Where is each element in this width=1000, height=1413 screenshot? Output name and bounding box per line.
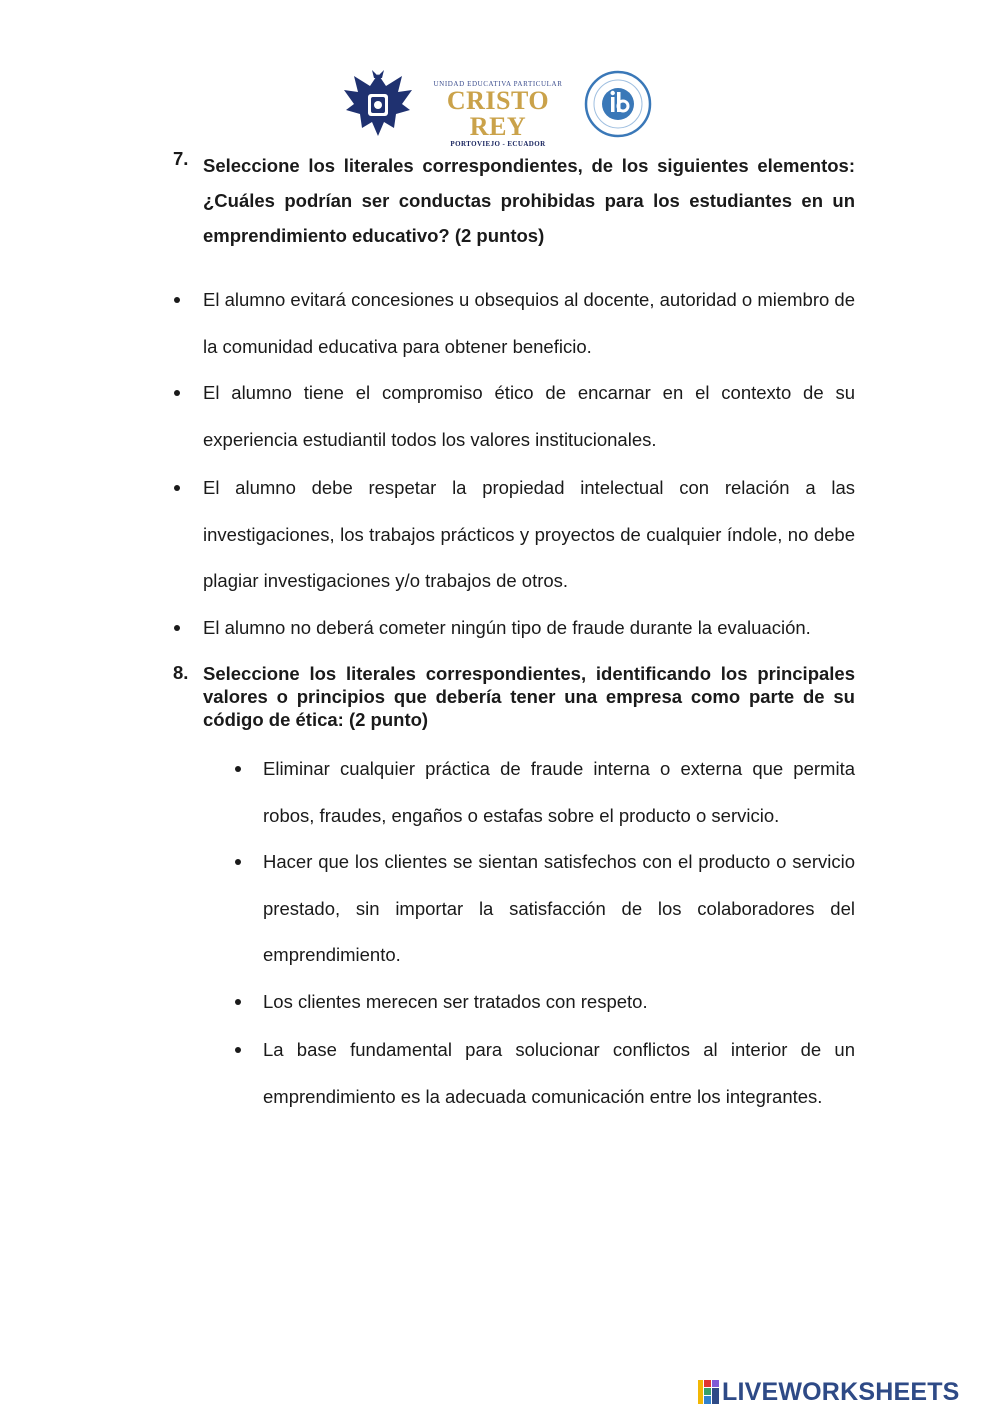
bullet-icon: [235, 859, 241, 865]
question-text: Seleccione los literales correspondientes, de los siguientes elementos: ¿Cuáles podrían ser conductas prohibidas para los estudiantes en un emprendimiento educativo? (2 puntos): [203, 155, 855, 246]
option-item[interactable]: [263, 746, 855, 839]
liveworksheets-logo-icon: [698, 1380, 720, 1404]
option-text: El alumno tiene el compromiso ético de encarnar en el contexto de su experiencia estudiantil todos los valores institucionales.: [203, 382, 855, 450]
option-text: El alumno evitará concesiones u obsequios al docente, autoridad o miembro de la comunidad educativa para obtener beneficio.: [203, 289, 856, 357]
option-text: El alumno no deberá cometer ningún tipo de fraude durante la evaluación.: [203, 617, 811, 638]
option-text: Los clientes merecen ser tratados con respeto.: [263, 991, 648, 1012]
bullet-icon: [235, 766, 241, 772]
option-text: Hacer que los clientes se sientan satisfechos con el producto o servicio prestado, sin importar la satisfacción de los colaboradores del emprendimiento.: [263, 851, 855, 965]
school-name: CRISTO REY: [446, 86, 550, 141]
bullet-icon: [174, 297, 180, 303]
bullet-icon: [235, 999, 241, 1005]
eagle-crest-icon: [340, 66, 416, 142]
option-item[interactable]: [203, 465, 855, 605]
question-number: 8.: [173, 662, 189, 683]
option-item[interactable]: [263, 839, 855, 979]
bullet-icon: [174, 485, 180, 491]
question-number: 7.: [173, 148, 189, 169]
option-item[interactable]: [203, 277, 855, 370]
school-type: UNIDAD EDUCATIVA PARTICULAR: [433, 80, 563, 88]
brand-text: LIVEWORKSHEETS: [722, 1378, 960, 1406]
school-city: PORTOVIEJO - ECUADOR: [450, 140, 546, 148]
bullet-icon: [235, 1047, 241, 1053]
option-item[interactable]: [263, 979, 855, 1026]
option-text: El alumno debe respetar la propiedad intelectual con relación a las investigaciones, los trabajos prácticos y proyectos de cualquier índole, no debe plagiar investigaciones y/o trabajos de otros.: [203, 477, 855, 591]
question-text: Seleccione los literales correspondientes, identificando los principales valores o principios que debería tener una empresa como parte de su código de ética: (2 punto): [203, 663, 855, 730]
ib-logo-icon: [582, 68, 654, 140]
school-header: [340, 66, 660, 148]
option-text: Eliminar cualquier práctica de fraude interna o externa que permita robos, fraudes, engaños o estafas sobre el producto o servicio.: [263, 758, 855, 826]
option-item[interactable]: [203, 370, 855, 463]
bullet-icon: [174, 625, 180, 631]
bullet-icon: [174, 390, 180, 396]
school-name-block: [418, 80, 578, 148]
option-item[interactable]: [263, 1027, 855, 1120]
option-text: La base fundamental para solucionar conflictos al interior de un emprendimiento es la adecuada comunicación entre los integrantes.: [263, 1039, 855, 1107]
option-item[interactable]: [203, 605, 855, 652]
